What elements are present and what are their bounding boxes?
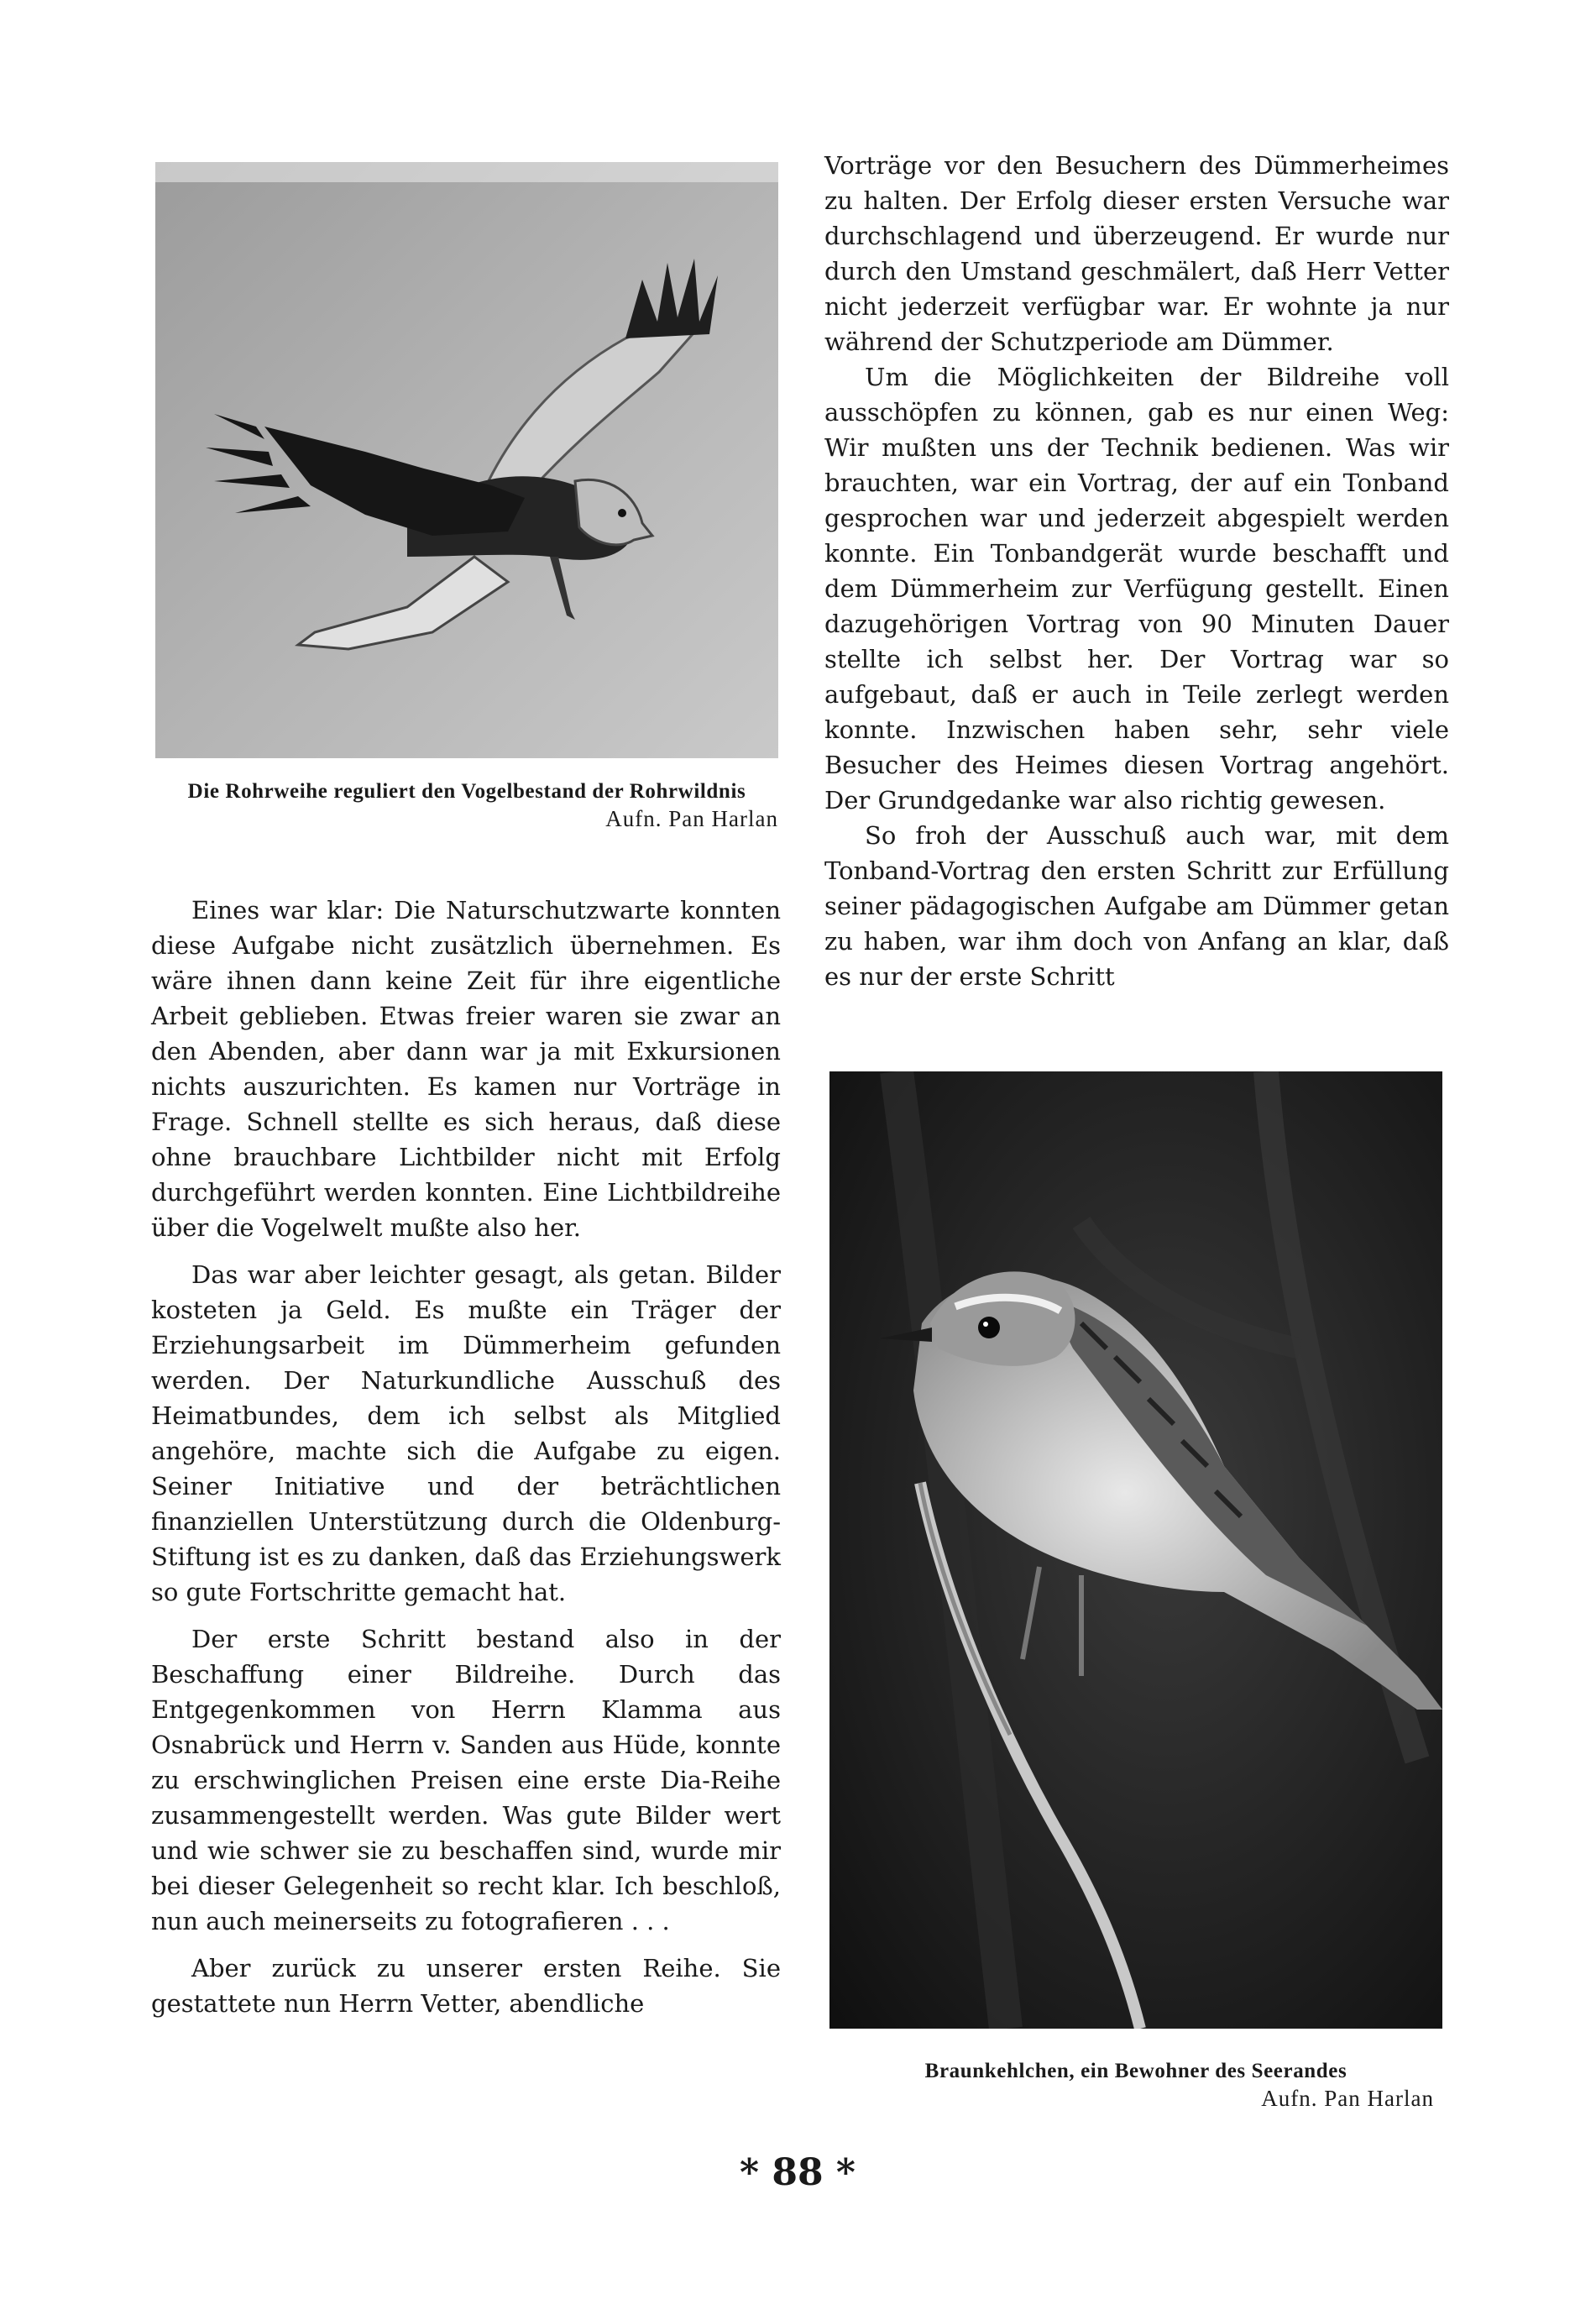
caption-title: Die Rohrweihe reguliert den Vogelbestand der Rohrwildnis <box>187 780 746 803</box>
photo-credit: Aufn. Pan Harlan <box>605 806 778 831</box>
left-text-column <box>151 893 781 2021</box>
photo-credit: Aufn. Pan Harlan <box>1261 2086 1434 2111</box>
figure-caption-harrier <box>155 779 778 833</box>
caption-title: Braunkehlchen, ein Bewohner des Seerandes <box>924 2060 1347 2082</box>
marsh-harrier-photo <box>155 162 778 758</box>
right-text-column <box>824 148 1449 994</box>
paragraph: Um die Möglichkeiten der Bildreihe voll ausschöpfen zu können, gab es nur einen Weg: Wir mußten uns der Technik bedienen. Was wir brauchten, war ein Vortrag, der auf ein Tonband gesprochen war und jederzeit abgespielt werden konnte. Ein Tonbandgerät wurde beschafft und dem Dümmerheim zur Verfügung gestellt. Einen dazugehörigen Vortrag von 90 Minuten Dauer stellte ich selbst her. Der Vortrag war so aufgebaut, daß er auch in Teile zerlegt werden konnte. Inzwischen haben sehr, sehr viele Besucher des Heimes diesen Vortrag angehört. Der Grundgedanke war also richtig gewesen. <box>824 363 1449 814</box>
marsh-harrier-in-flight-photo-icon <box>155 162 778 758</box>
paragraph: Der erste Schritt bestand also in der Beschaffung einer Bildreihe. Durch das Entgegenkommen von Herrn Klamma aus Osnabrück und Herrn v. Sanden aus Hüde, konnte zu erschwinglichen Preisen eine erste Dia-Reihe zusammengestellt werden. Was gute Bilder wert und wie schwer sie zu beschaffen sind, wurde mir bei dieser Gelegenheit so recht klar. Ich beschloß, nun auch meinerseits zu fotografieren . . . <box>151 1625 781 1935</box>
paragraph: Vorträge vor den Besuchern des Dümmerheimes zu halten. Der Erfolg dieser ersten Versuche war durchschlagend und überzeugend. Er wurde nur durch den Umstand geschmälert, daß Herr Vetter nicht jederzeit verfügbar war. Er wohnte ja nur während der Schutzperiode am Dümmer. <box>824 151 1449 356</box>
whinchat-photo <box>829 1071 1442 2029</box>
paragraph: Aber zurück zu unserer ersten Reihe. Sie gestattete nun Herrn Vetter, abendliche <box>151 1954 781 2018</box>
figure-caption-whinchat <box>829 2059 1442 2113</box>
paragraph: Das war aber leichter gesagt, als getan. Bilder kosteten ja Geld. Es mußte ein Träger der Erziehungsarbeit im Dümmerheim gefunden werden. Der Naturkundliche Ausschuß des Heimatbundes, dem ich selbst als Mitglied angehöre, machte sich die Aufgabe zu eigen. Seiner Initiative und der beträchtlichen finanziellen Unterstützung durch die Oldenburg-Stiftung ist es zu danken, daß das Erziehungswerk so gute Fortschritte gemacht hat. <box>151 1260 781 1606</box>
paragraph: Eines war klar: Die Naturschutzwarte konnten diese Aufgabe nicht zusätzlich übernehmen. Es wäre ihnen dann keine Zeit für ihre eigentliche Arbeit geblieben. Etwas freier waren sie zwar an den Abenden, aber dann war ja mit Exkursionen nichts auszurichten. Es kamen nur Vorträge in Frage. Schnell stellte es sich heraus, daß diese ohne brauchbare Lichtbilder nicht mit Erfolg durchgeführt werden konnten. Eine Lichtbildreihe über die Vogelwelt mußte also her. <box>151 896 781 1242</box>
whinchat-on-reed-photo-icon <box>829 1071 1442 2029</box>
paragraph: So froh der Ausschuß auch war, mit dem Tonband-Vortrag den ersten Schritt zur Erfüllung seiner pädagogischen Aufgabe am Dümmer getan zu haben, war ihm doch von Anfang an klar, daß es nur der erste Schritt <box>824 821 1449 991</box>
page-number: * 88 * <box>740 2151 856 2194</box>
